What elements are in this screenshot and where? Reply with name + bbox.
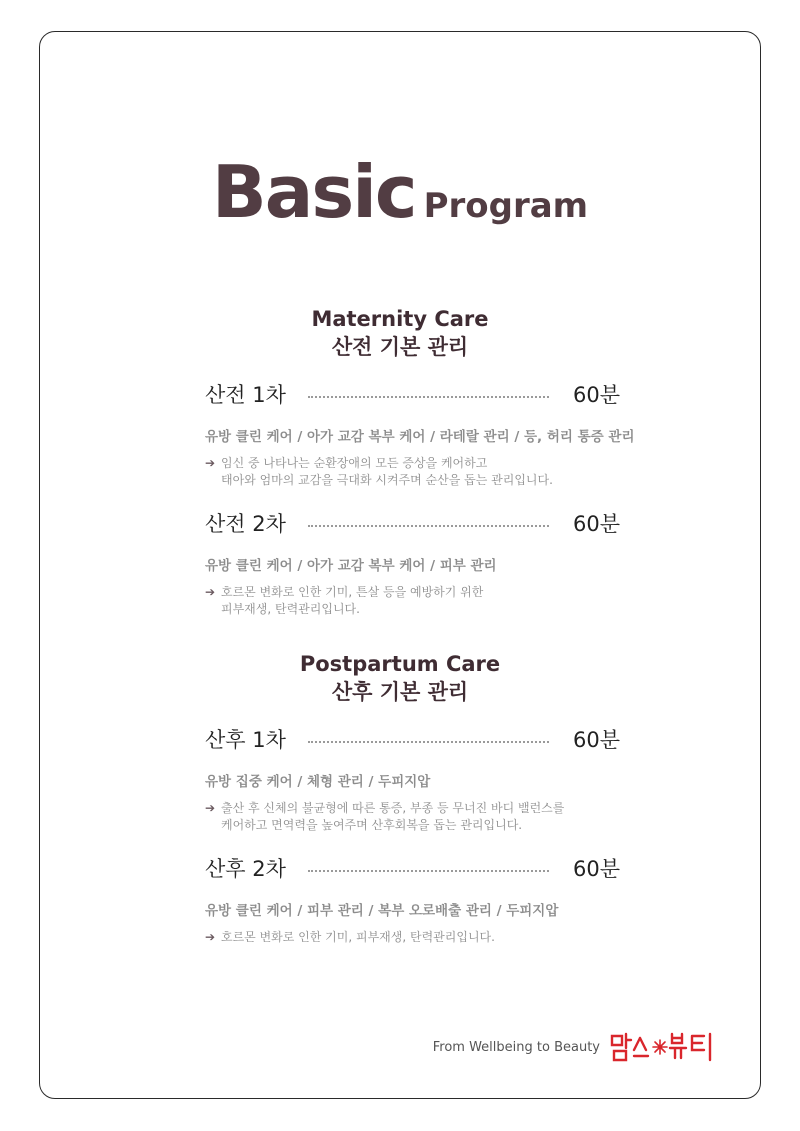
program-duration: 60분 <box>572 512 620 536</box>
program-item <box>205 377 635 489</box>
arrow-icon: ➔ <box>205 585 216 599</box>
section-heading-ko: 산후 기본 관리 <box>331 680 469 704</box>
description-line: 출산 후 신체의 불균형에 따른 통증, 부종 등 무너진 바디 밸런스를 <box>221 801 565 815</box>
program-services: 유방 집중 케어 / 체형 관리 / 두피지압 <box>205 774 431 790</box>
program-description <box>205 800 620 834</box>
program-duration: 60분 <box>572 728 620 752</box>
section-heading-maternity <box>0 305 800 361</box>
section-heading-postpartum <box>0 650 800 706</box>
program-duration: 60분 <box>572 857 620 881</box>
title-main: Basic <box>211 150 416 234</box>
program-description <box>205 455 620 489</box>
description-line: 케어하고 면역력을 높여주며 산후회복을 돕는 관리입니다. <box>221 818 523 832</box>
program-name: 산후 2차 <box>205 857 286 881</box>
description-line: 임신 중 나타나는 순환장애의 모든 증상을 케어하고 <box>221 456 488 470</box>
dotted-leader <box>308 525 549 527</box>
arrow-icon: ➔ <box>205 930 216 944</box>
footer-tagline: From Wellbeing to Beauty <box>432 1039 600 1055</box>
dotted-leader <box>308 741 549 743</box>
brand-logo <box>608 1030 720 1064</box>
program-name: 산전 1차 <box>205 383 286 407</box>
page-title <box>0 150 800 234</box>
program-item <box>205 722 620 834</box>
dotted-leader <box>308 396 549 398</box>
section-heading-en: Maternity Care <box>311 307 489 331</box>
section-heading-en: Postpartum Care <box>299 652 501 676</box>
program-item <box>205 506 620 618</box>
program-description <box>205 584 620 618</box>
title-sub: Program <box>423 186 589 226</box>
description-line: 태아와 엄마의 교감을 극대화 시켜주며 순산을 돕는 관리입니다. <box>221 473 553 487</box>
section-heading-ko: 산전 기본 관리 <box>331 335 469 359</box>
program-duration: 60분 <box>572 383 620 407</box>
description-line: 호르몬 변화로 인한 기미, 피부재생, 탄력관리입니다. <box>221 930 495 944</box>
program-item <box>205 851 620 946</box>
dotted-leader <box>308 870 549 872</box>
arrow-icon: ➔ <box>205 456 216 470</box>
description-line: 호르몬 변화로 인한 기미, 튼살 등을 예방하기 위한 <box>221 585 484 599</box>
arrow-icon: ➔ <box>205 801 216 815</box>
program-name: 산후 1차 <box>205 728 286 752</box>
program-services: 유방 클린 케어 / 아가 교감 복부 케어 / 라테랄 관리 / 등, 허리 통증 관리 <box>205 429 635 445</box>
program-name: 산전 2차 <box>205 512 286 536</box>
program-services: 유방 클린 케어 / 피부 관리 / 복부 오로배출 관리 / 두피지압 <box>205 903 559 919</box>
program-services: 유방 클린 케어 / 아가 교감 복부 케어 / 피부 관리 <box>205 558 497 574</box>
program-description <box>205 929 620 946</box>
description-line: 피부재생, 탄력관리입니다. <box>221 602 360 616</box>
footer <box>433 1030 720 1064</box>
